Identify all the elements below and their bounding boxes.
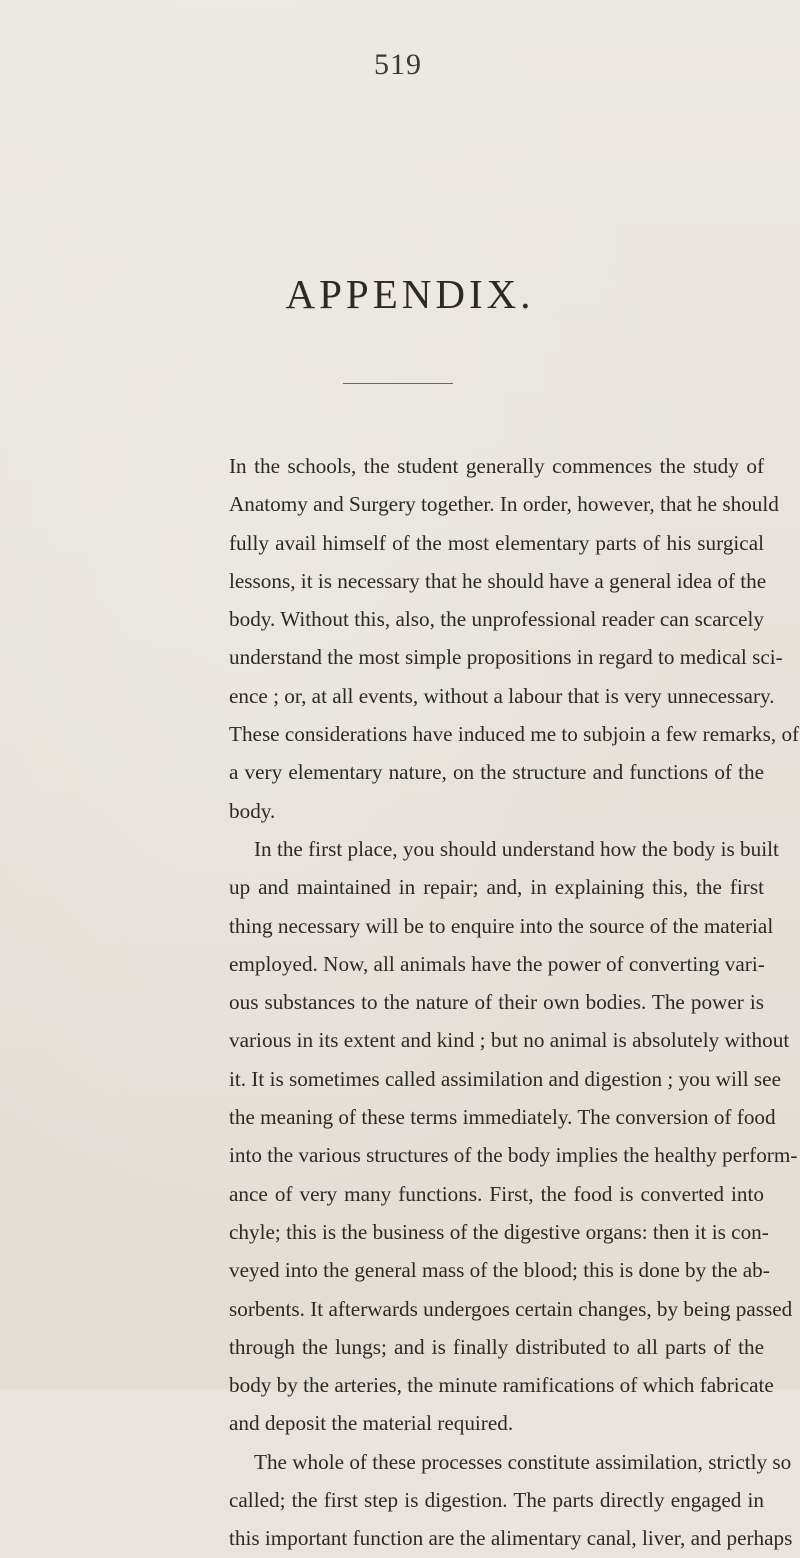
text-line: In the schools, the student generally commences the study of xyxy=(229,454,764,478)
title-rule xyxy=(343,383,453,384)
text-line: These considerations have induced me to subjoin a few remarks, of xyxy=(229,722,800,747)
text-line: the meaning of these terms immediately. The conversion of food xyxy=(229,1105,776,1130)
text-line: chyle; this is the business of the digestive organs: then it is con- xyxy=(229,1219,769,1244)
text-line: up and maintained in repair; and, in explaining this, the first xyxy=(229,875,764,900)
text-line: this important function are the alimentary canal, liver, and perhaps xyxy=(229,1526,793,1551)
text-line: understand the most simple propositions in regard to medical sci- xyxy=(229,645,783,670)
text-line: ous substances to the nature of their own bodies. The power is xyxy=(229,990,764,1015)
text-line: thing necessary will be to enquire into the source of the material xyxy=(229,913,774,938)
text-line: veyed into the general mass of the blood; this is done by the ab- xyxy=(229,1258,770,1283)
text-line: sorbents. It afterwards undergoes certain changes, by being passed xyxy=(229,1296,793,1321)
paragraph-end-line: body. xyxy=(229,798,276,823)
text-line: employed. Now, all animals have the power of converting vari- xyxy=(229,951,765,976)
text-line: Anatomy and Surgery together. In order, however, that he should xyxy=(229,492,779,517)
text-line: various in its extent and kind ; but no animal is absolutely without xyxy=(229,1028,790,1053)
text-line: body. Without this, also, the unprofessional reader can scarcely xyxy=(229,607,764,632)
page-number: 519 xyxy=(374,48,422,81)
text-line: In the first place, you should understand how the body is built xyxy=(254,836,779,861)
text-line: a very elementary nature, on the structure and functions of the xyxy=(229,760,764,785)
text-line: lessons, it is necessary that he should have a general idea of the xyxy=(229,568,767,593)
text-line: through the lungs; and is finally distributed to all parts of the xyxy=(229,1334,764,1359)
text-line: body by the arteries, the minute ramifications of which fabricate xyxy=(229,1373,774,1398)
paragraph-end-line: and deposit the material required. xyxy=(229,1411,514,1436)
text-line: called; the first step is digestion. The parts directly engaged in xyxy=(229,1488,764,1513)
text-line: ance of very many functions. First, the food is converted into xyxy=(229,1181,764,1206)
text-line: into the various structures of the body implies the healthy perform- xyxy=(229,1143,798,1168)
text-line: fully avail himself of the most elementary parts of his surgical xyxy=(229,530,764,555)
text-line: The whole of these processes constitute assimilation, strictly so xyxy=(254,1449,792,1474)
text-line: it. It is sometimes called assimilation and digestion ; you will see xyxy=(229,1066,781,1091)
text-line: ence ; or, at all events, without a labour that is very unnecessary. xyxy=(229,683,775,708)
page-title: APPENDIX. xyxy=(285,271,535,317)
body-text xyxy=(229,447,800,1558)
